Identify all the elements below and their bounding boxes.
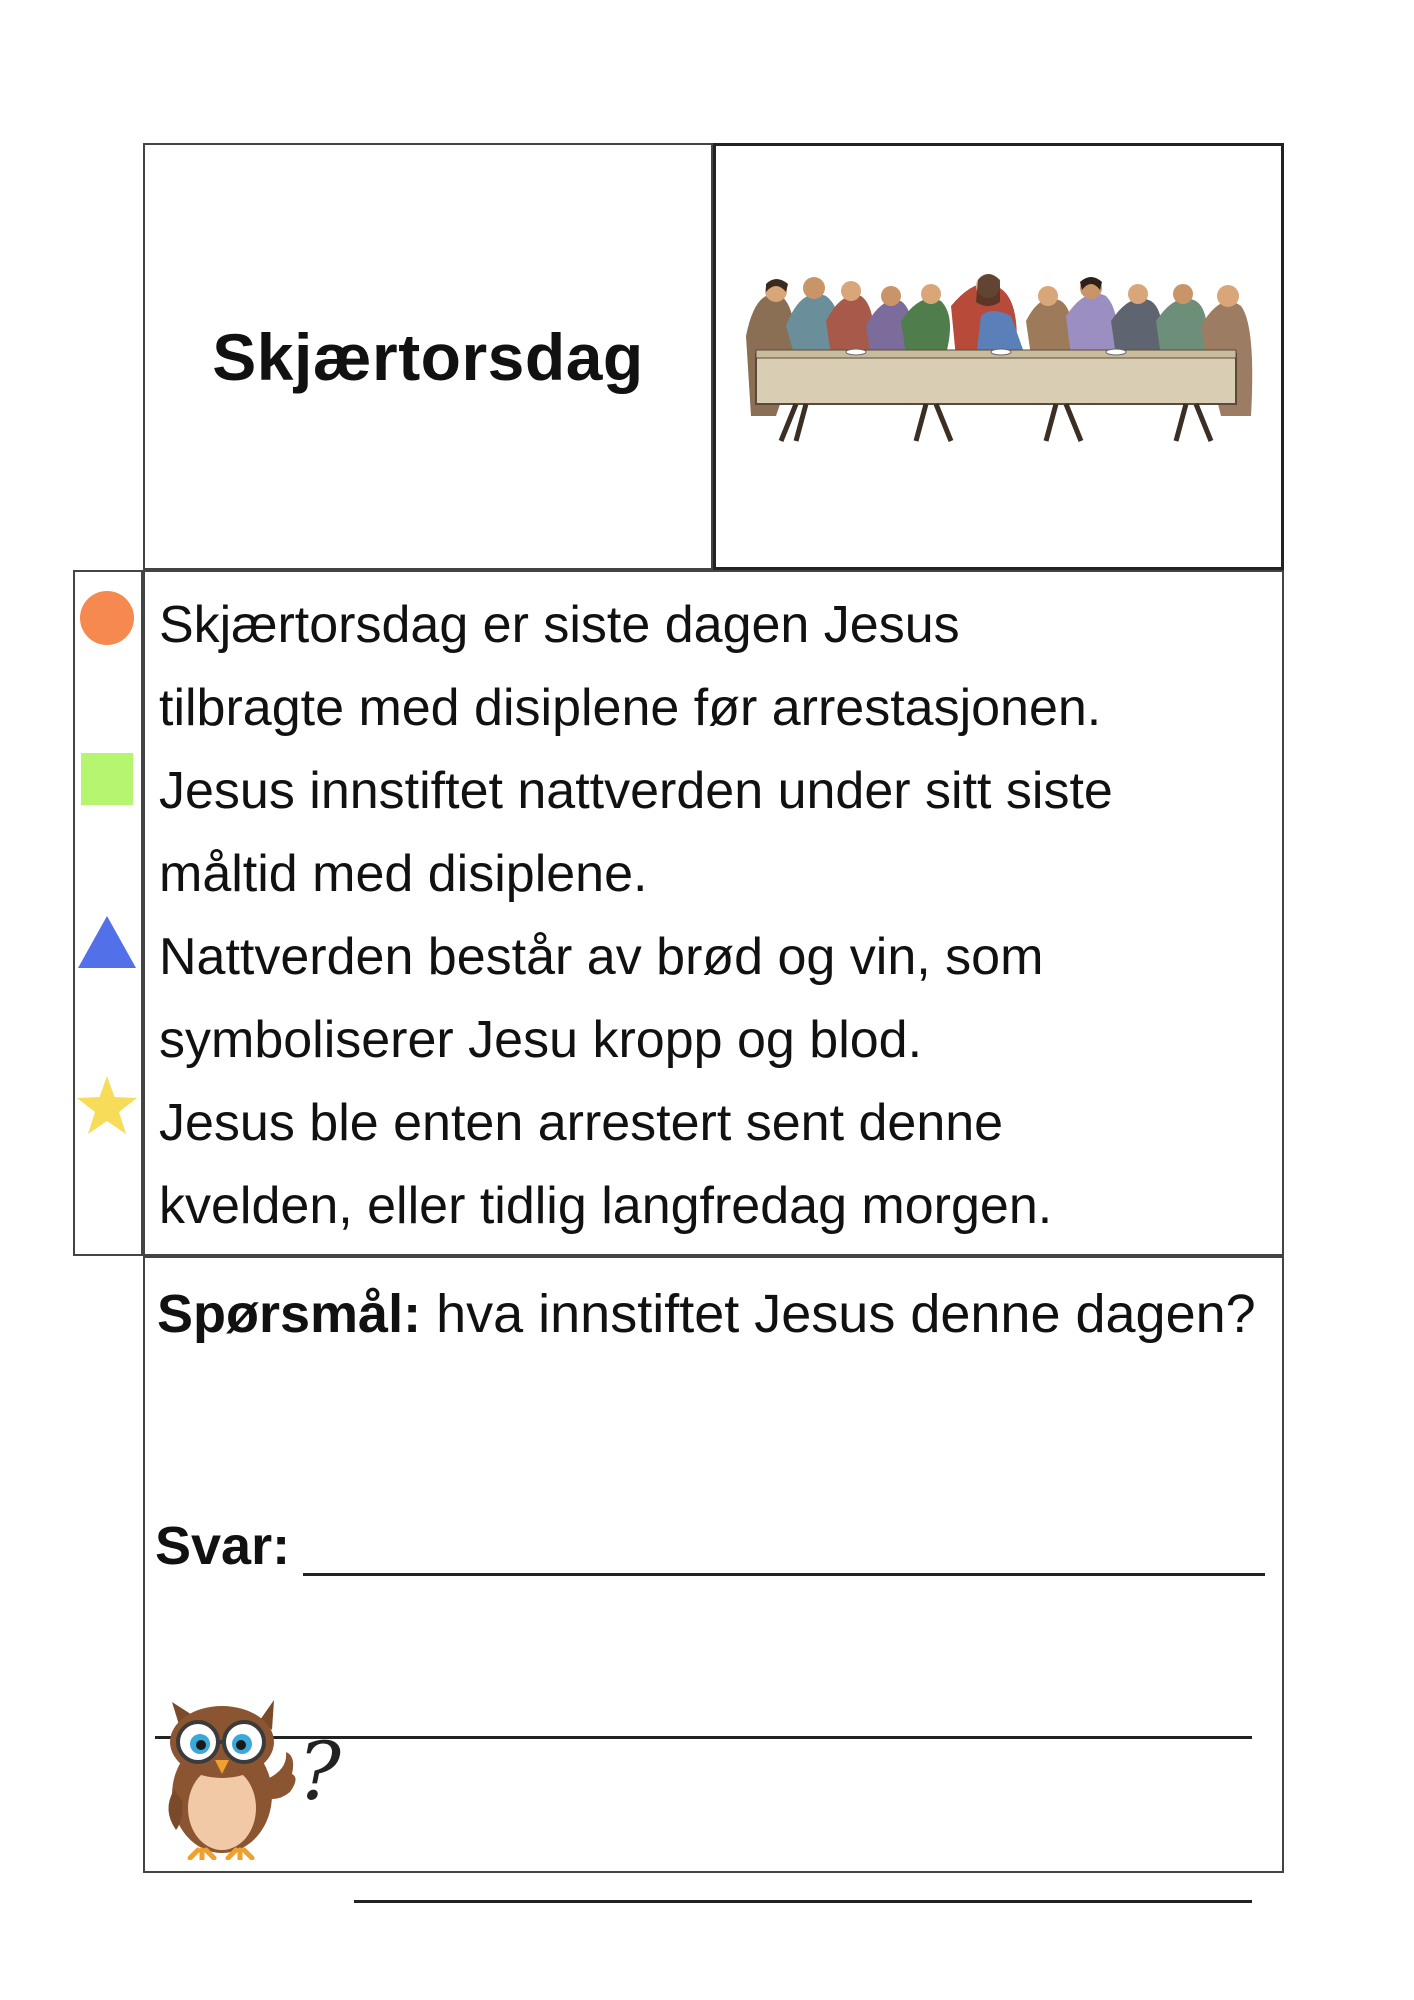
fact-2-line-2: måltid med disiplene. xyxy=(159,845,648,903)
owl-icon xyxy=(160,1700,300,1860)
fact-1-line-2: tilbragte med disiplene før arrestasjonen. xyxy=(159,679,1102,737)
fact-3-line-1: Nattverden består av brød og vin, som xyxy=(159,928,1044,986)
last-supper-illustration xyxy=(736,266,1266,446)
yellow-star-icon xyxy=(76,1076,138,1136)
bullet-icon-column xyxy=(73,570,143,1256)
answer-line-3[interactable] xyxy=(354,1900,1252,1903)
fact-3-line-2: symboliserer Jesu kropp og blod. xyxy=(159,1011,923,1069)
fact-4-line-2: kvelden, eller tidlig langfredag morgen. xyxy=(159,1177,1053,1235)
illustration-cell xyxy=(713,143,1284,570)
answer-line-1[interactable] xyxy=(303,1573,1265,1576)
question-mark: ? xyxy=(298,1725,341,1818)
blue-triangle-icon xyxy=(78,916,136,968)
fact-4-line-1: Jesus ble enten arrestert sent denne xyxy=(159,1094,1004,1152)
table xyxy=(756,349,1236,441)
question-text: hva innstiftet Jesus denne dagen? xyxy=(421,1284,1256,1344)
answer-label: Svar: xyxy=(155,1516,291,1576)
green-square-icon xyxy=(81,753,133,805)
fact-2-line-1: Jesus innstiftet nattverden under sitt siste xyxy=(159,762,1113,820)
title-cell xyxy=(143,143,713,570)
facts-cell xyxy=(143,570,1284,1256)
page-title: Skjærtorsdag xyxy=(212,319,644,394)
fact-1-line-1: Skjærtorsdag er siste dagen Jesus xyxy=(159,596,960,654)
question-label: Spørsmål: xyxy=(157,1284,422,1344)
orange-circle-icon xyxy=(79,590,135,646)
question xyxy=(157,1272,1267,1356)
